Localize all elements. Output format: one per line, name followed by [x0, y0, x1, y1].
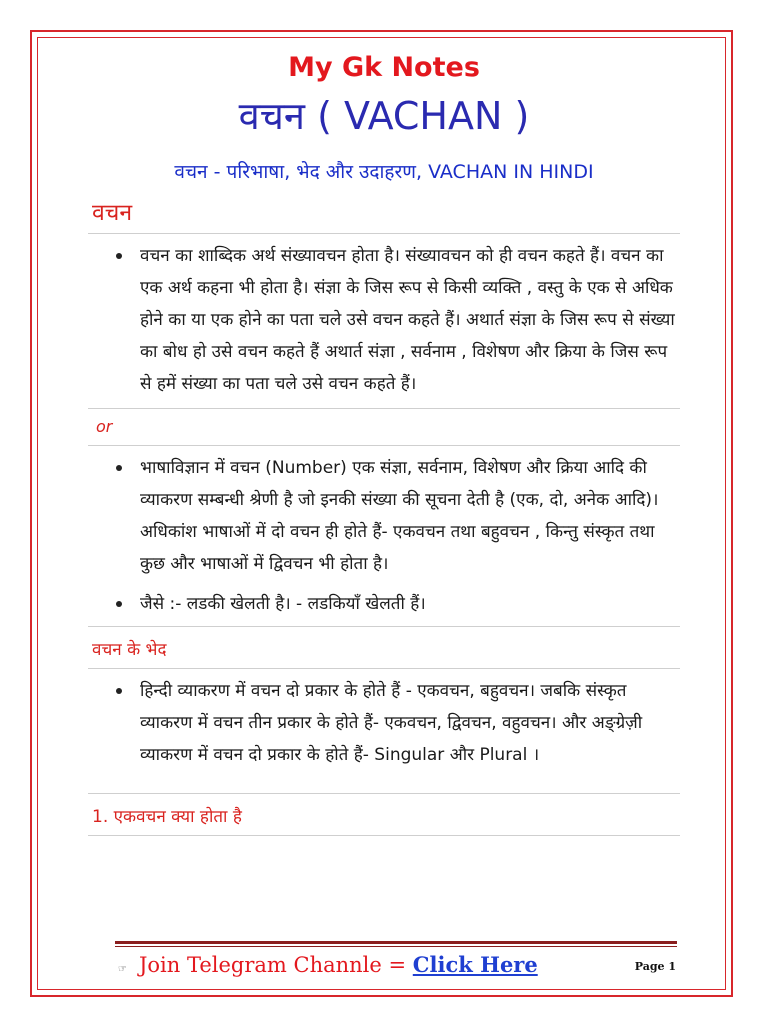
list-item: [88, 588, 680, 620]
telegram-promo: [139, 952, 538, 977]
or-label: or: [96, 417, 113, 436]
telegram-text: Join Telegram Channle =: [139, 953, 413, 977]
footer-rule-thin: [115, 946, 677, 947]
bullet-icon: [116, 601, 122, 607]
section-heading-vachan: वचन: [92, 200, 133, 226]
divider: [88, 835, 680, 836]
main-title: वचन ( VACHAN ): [238, 94, 530, 138]
list-item: [88, 675, 680, 771]
types-list: [88, 675, 680, 771]
divider: [88, 626, 680, 627]
list-item-text: जैसे :- लडकी खेलती है। - लडकियाँ खेलती हैं।: [140, 594, 426, 614]
section-heading-ekvachan: 1. एकवचन क्या होता है: [92, 807, 242, 827]
page-number: Page 1: [634, 960, 676, 973]
divider: [88, 668, 680, 669]
section-heading-bhed: वचन के भेद: [92, 640, 167, 660]
footer-rule: [115, 941, 677, 944]
list-item-text: वचन का शाब्दिक अर्थ संख्यावचन होता है। संख्यावचन को ही वचन कहते हैं। वचन का एक अर्थ कहना भी होता है। संज्ञा के जिस रूप से किसी व्यक्ति , वस्तु के एक से अधिक होने का या एक होने का पता चले उसे वचन कहते हैं। अथार्त संज्ञा के जिस रूप से संख्या का बोध हो उसे वचन कहते हैं अथार्त संज्ञा , सर्वनाम , विशेषण और क्रिया के जिस रूप से हमें संख्या का पता चले उसे वचन कहते हैं।: [140, 246, 675, 394]
divider: [88, 445, 680, 446]
bullet-icon: [116, 253, 122, 259]
list-item: [88, 452, 680, 580]
divider: [88, 793, 680, 794]
click-here-link[interactable]: Click Here: [412, 952, 538, 977]
list-item-text: भाषाविज्ञान में वचन (Number) एक संज्ञा, सर्वनाम, विशेषण और क्रिया आदि की व्याकरण सम्बन्धी श्रेणी है जो इनकी संख्या की सूचना देती है (एक, दो, अनेक आदि)। अधिकांश भाषाओं में दो वचन ही होते हैं- एकवचन तथा बहुवचन , किन्तु संस्कृत तथा कुछ और भाषाओं में द्विवचन भी होता है।: [140, 458, 659, 574]
divider: [88, 233, 680, 234]
list-item-text: हिन्दी व्याकरण में वचन दो प्रकार के होते हैं - एकवचन, बहुवचन। जबकि संस्कृत व्याकरण में वचन तीन प्रकार के होते हैं- एकवचन, द्विवचन, वहुवचन। और अङ्ग्रेज़ी व्याकरण में वचन दो प्रकार के होते हैं- Singular और Plural ।: [140, 681, 643, 765]
subtitle: वचन - परिभाषा, भेद और उदाहरण, VACHAN IN HINDI: [174, 161, 594, 183]
bullet-icon: [116, 465, 122, 471]
document-page: [88, 40, 680, 836]
divider: [88, 408, 680, 409]
linguistics-list: [88, 452, 680, 620]
footer: [118, 952, 678, 982]
list-item: [88, 240, 680, 400]
bullet-icon: [116, 688, 122, 694]
pointing-hand-icon: ☞: [118, 964, 127, 975]
definition-list: [88, 240, 680, 400]
site-title: My Gk Notes: [288, 52, 480, 83]
